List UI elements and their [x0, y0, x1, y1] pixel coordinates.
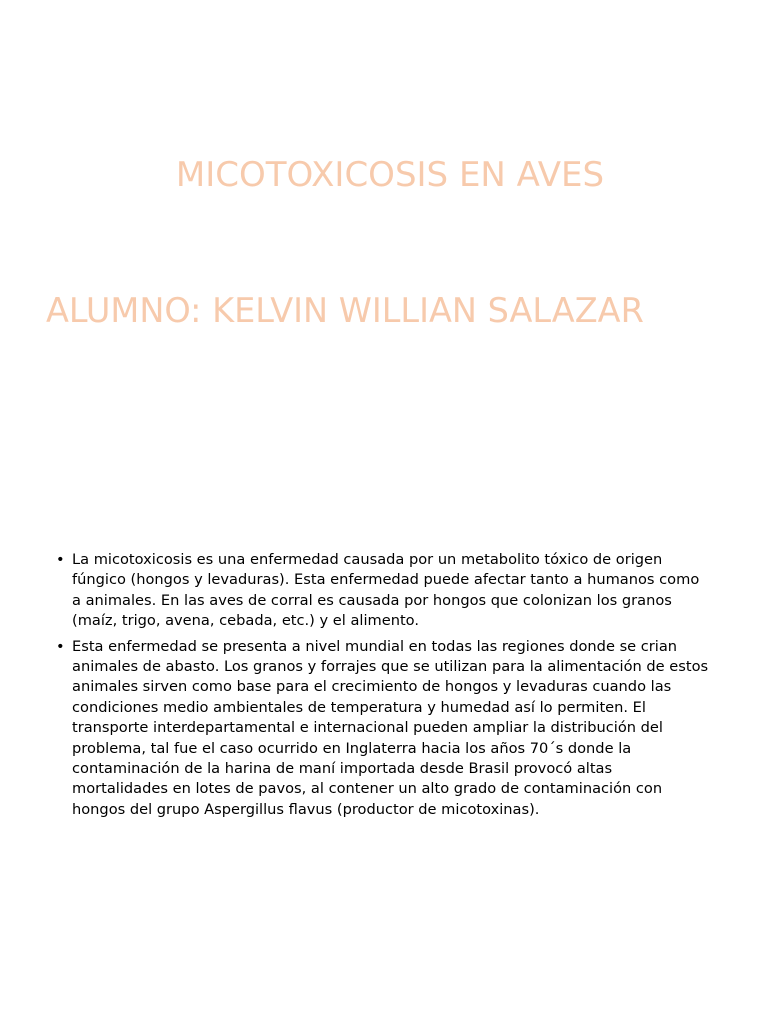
student-name: ALUMNO: KELVIN WILLIAN SALAZAR [46, 291, 644, 330]
document-title: MICOTOXICOSIS EN AVES [175, 155, 605, 195]
list-item [56, 550, 712, 632]
bullet-list [56, 550, 712, 825]
paragraph-text: Esta enfermedad se presenta a nivel mundial en todas las regiones donde se crian animales de abasto. Los granos y forrajes que se utilizan para la alimentación de estos animales sirven como base para el crecimiento de hongos y levaduras cuando las condiciones medio ambientales de temperatura y humedad así lo permiten. El transporte interdepartamental e internacional pueden ampliar la distribución del problema, tal fue el caso ocurrido en Inglaterra hacia los años 70´s donde la contaminación de la harina de maní importada desde Brasil provocó altas mortalidades en lotes de pavos, al contener un alto grado de contaminación con hongos del grupo Aspergillus flavus (productor de micotoxinas). [72, 637, 709, 818]
list-item [56, 637, 712, 821]
bullet-icon: • [56, 551, 65, 568]
bullet-icon: • [56, 637, 65, 655]
paragraph-text: La micotoxicosis es una enfermedad causada por un metabolito tóxico de origen fúngico (hongos y levaduras). Esta enfermedad puede afectar tanto a humanos como a animales. En las aves de corral es causada por hongos que colonizan los granos (maíz, trigo, avena, cebada, etc.) y el alimento. [72, 551, 700, 630]
